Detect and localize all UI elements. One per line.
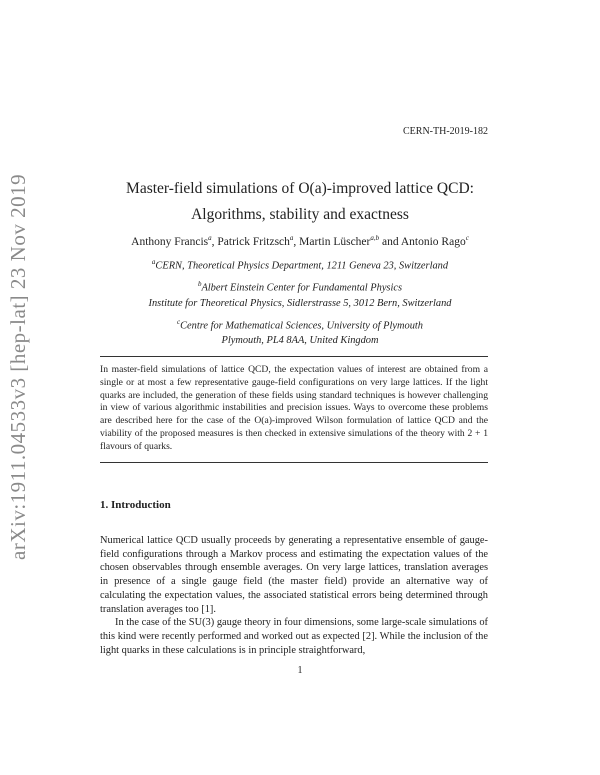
title-line-1: Master-field simulations of O(a)-improved lattice QCD: <box>126 180 474 197</box>
page-number: 1 <box>297 665 303 676</box>
body-text <box>100 534 488 657</box>
paragraph: In the case of the SU(3) gauge theory in four dimensions, some large-scale simulations of this kind were recently performed and worked out as expected [2]. While the inclusion of the light quarks in these calculations is in principle straightforward, <box>100 617 488 656</box>
arxiv-identifier: arXiv:1911.04533v3 [hep-lat] 23 Nov 2019 <box>6 173 30 560</box>
report-number: CERN-TH-2019-182 <box>403 126 488 137</box>
title-line-2: Algorithms, stability and exactness <box>191 206 409 223</box>
affiliation-c: $^c$Centre for Mathematical Sciences, University of Plymouth Plymouth, PL4 8AA, United Kingdom <box>177 317 423 347</box>
affiliations <box>60 255 540 352</box>
affiliation-a: $^a$CERN, Theoretical Physics Department, 1211 Geneva 23, Switzerland <box>151 258 449 272</box>
author-list: Anthony Francis$^a$, Patrick Fritzsch$^a$, Martin Lüscher$^{a,b}$ and Antonio Rago$^c$ <box>131 234 469 248</box>
abstract-text: In master-field simulations of lattice QCD, the expectation values of interest are obtained from a single or at most a few representative gauge-field configurations on very large lattices. If the light quarks are included, the generation of these fields using standard techniques is however challenging in view of various algorithmic instabilities and precision issues. Ways to overcome these problems are described here for the case of the O(a)-improved Wilson formulation of lattice QCD and the viability of the proposed measures is then checked in extensive simulations of the theory with 2 + 1 flavours of quarks. <box>100 364 488 452</box>
author: Martin Lüscher$^{a,b}$ <box>299 234 380 248</box>
abstract-box <box>100 356 488 463</box>
affiliation-b: $^b$Albert Einstein Center for Fundamental Physics Institute for Theoretical Physics, Sidlerstrasse 5, 3012 Bern, Switzerland <box>148 280 452 309</box>
paragraph: Numerical lattice QCD usually proceeds by generating a representative ensemble of gauge-field configurations through a Markov process and estimating the expectation values of the chosen observables through ensemble averages. On very large lattices, translation averages in presence of a single gauge field (the master field) provide an alternative way of calculating the expectation values, the associated statistical errors being determined through translation averages too [1]. <box>100 535 488 615</box>
author: Anthony Francis$^a$ <box>131 234 212 248</box>
author: Patrick Fritzsch$^a$ <box>217 234 294 248</box>
author: Antonio Rago$^c$ <box>400 234 469 248</box>
paper-title <box>100 176 500 228</box>
section-heading: 1. Introduction <box>100 499 171 511</box>
